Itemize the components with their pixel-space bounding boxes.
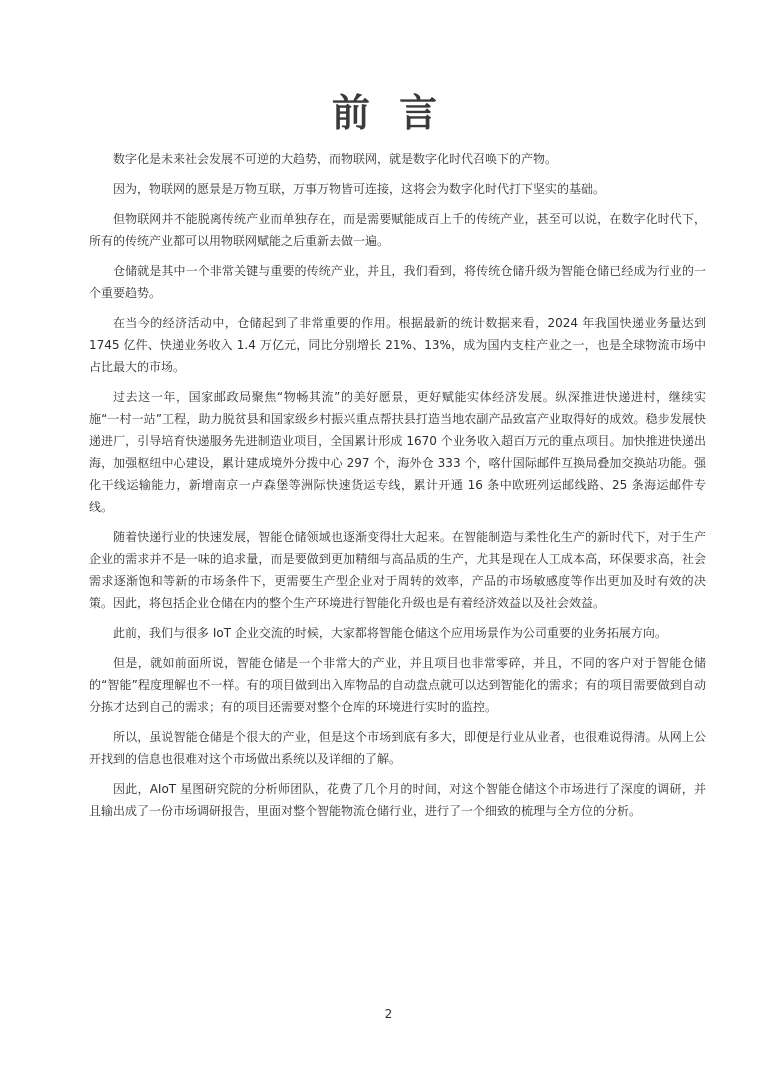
paragraph-11: 因此，AIoT 星图研究院的分析师团队，花费了几个月的时间，对这个智能仓储这个市场进行了深度的调研，并且输出成了一份市场调研报告，里面对整个智能物流仓储行业，进行了一个细致的梳理与全方位的分析。 (89, 782, 706, 818)
paragraph-1: 数字化是未来社会发展不可逆的大趋势，而物联网，就是数字化时代召唤下的产物。 (113, 152, 558, 166)
paragraph-10: 所以，虽说智能仓储是个很大的产业，但是这个市场到底有多大，即便是行业从业者，也很难说得清。从网上公开找到的信息也很难对这个市场做出系统以及详细的了解。 (89, 730, 706, 766)
paragraph-3: 但物联网并不能脱离传统产业而单独存在，而是需要赋能成百上千的传统产业，甚至可以说，在数字化时代下，所有的传统产业都可以用物联网赋能之后重新去做一遍。 (89, 212, 706, 248)
page-title: 前 言 (331, 91, 446, 136)
paragraph-7: 随着快递行业的快速发展，智能仓储领域也逐渐变得壮大起来。在智能制造与柔性化生产的新时代下，对于生产企业的需求并不是一味的追求量，而是要做到更加精细与高品质的生产，尤其是现在人工成本高，环保要求高，社会需求逐渐饱和等新的市场条件下，更需要生产型企业对于周转的效率，产品的市场敏感度等作出更加及时有效的决策。因此，将包括企业仓储在内的整个生产环境进行智能化升级也是有着经济效益以及社会效益。 (89, 530, 706, 610)
paragraph-9: 但是，就如前面所说，智能仓储是一个非常大的产业，并且项目也非常零碎，并且，不同的客户对于智能仓储的“智能”程度理解也不一样。有的项目做到出入库物品的自动盘点就可以达到智能化的需求；有的项目需要做到自动分拣才达到自己的需求；有的项目还需要对整个仓库的环境进行实时的监控。 (89, 656, 706, 714)
paragraph-2: 因为，物联网的愿景是万物互联，万事万物皆可连接，这将会为数字化时代打下坚实的基础。 (113, 182, 606, 196)
page-number: 2 (384, 1007, 393, 1021)
body-text (89, 148, 706, 830)
paragraph-8: 此前，我们与很多 IoT 企业交流的时候，大家都将智能仓储这个应用场景作为公司重要的业务拓展方向。 (113, 626, 667, 640)
paragraph-5: 在当今的经济活动中，仓储起到了非常重要的作用。根据最新的统计数据来看，2024 年我国快递业务量达到 1745 亿件、快递业务收入 1.4 万亿元，同比分别增长 21%、13%，成为国内支柱产业之一，也是全球物流市场中占比最大的市场。 (89, 316, 706, 374)
paragraph-4: 仓储就是其中一个非常关键与重要的传统产业，并且，我们看到，将传统仓储升级为智能仓储已经成为行业的一个重要趋势。 (89, 264, 706, 300)
paragraph-6: 过去这一年，国家邮政局聚焦“物畅其流”的美好愿景，更好赋能实体经济发展。纵深推进快递进村，继续实施“一村一站”工程，助力脱贫县和国家级乡村振兴重点帮扶县打造当地农副产品致富产业取得好的成效。稳步发展快递进厂，引导培育快递服务先进制造业项目，全国累计形成 1670 个业务收入超百万元的重点项目。加快推进快递出海，加强枢纽中心建设，累计建成境外分拨中心 297 个，海外仓 333 个，喀什国际邮件互换局叠加交换站功能。强化干线运输能力，新增南京一卢森堡等洲际快速货运专线，累计开通 16 条中欧班列运邮线路、25 条海运邮件专线。 (89, 390, 706, 514)
